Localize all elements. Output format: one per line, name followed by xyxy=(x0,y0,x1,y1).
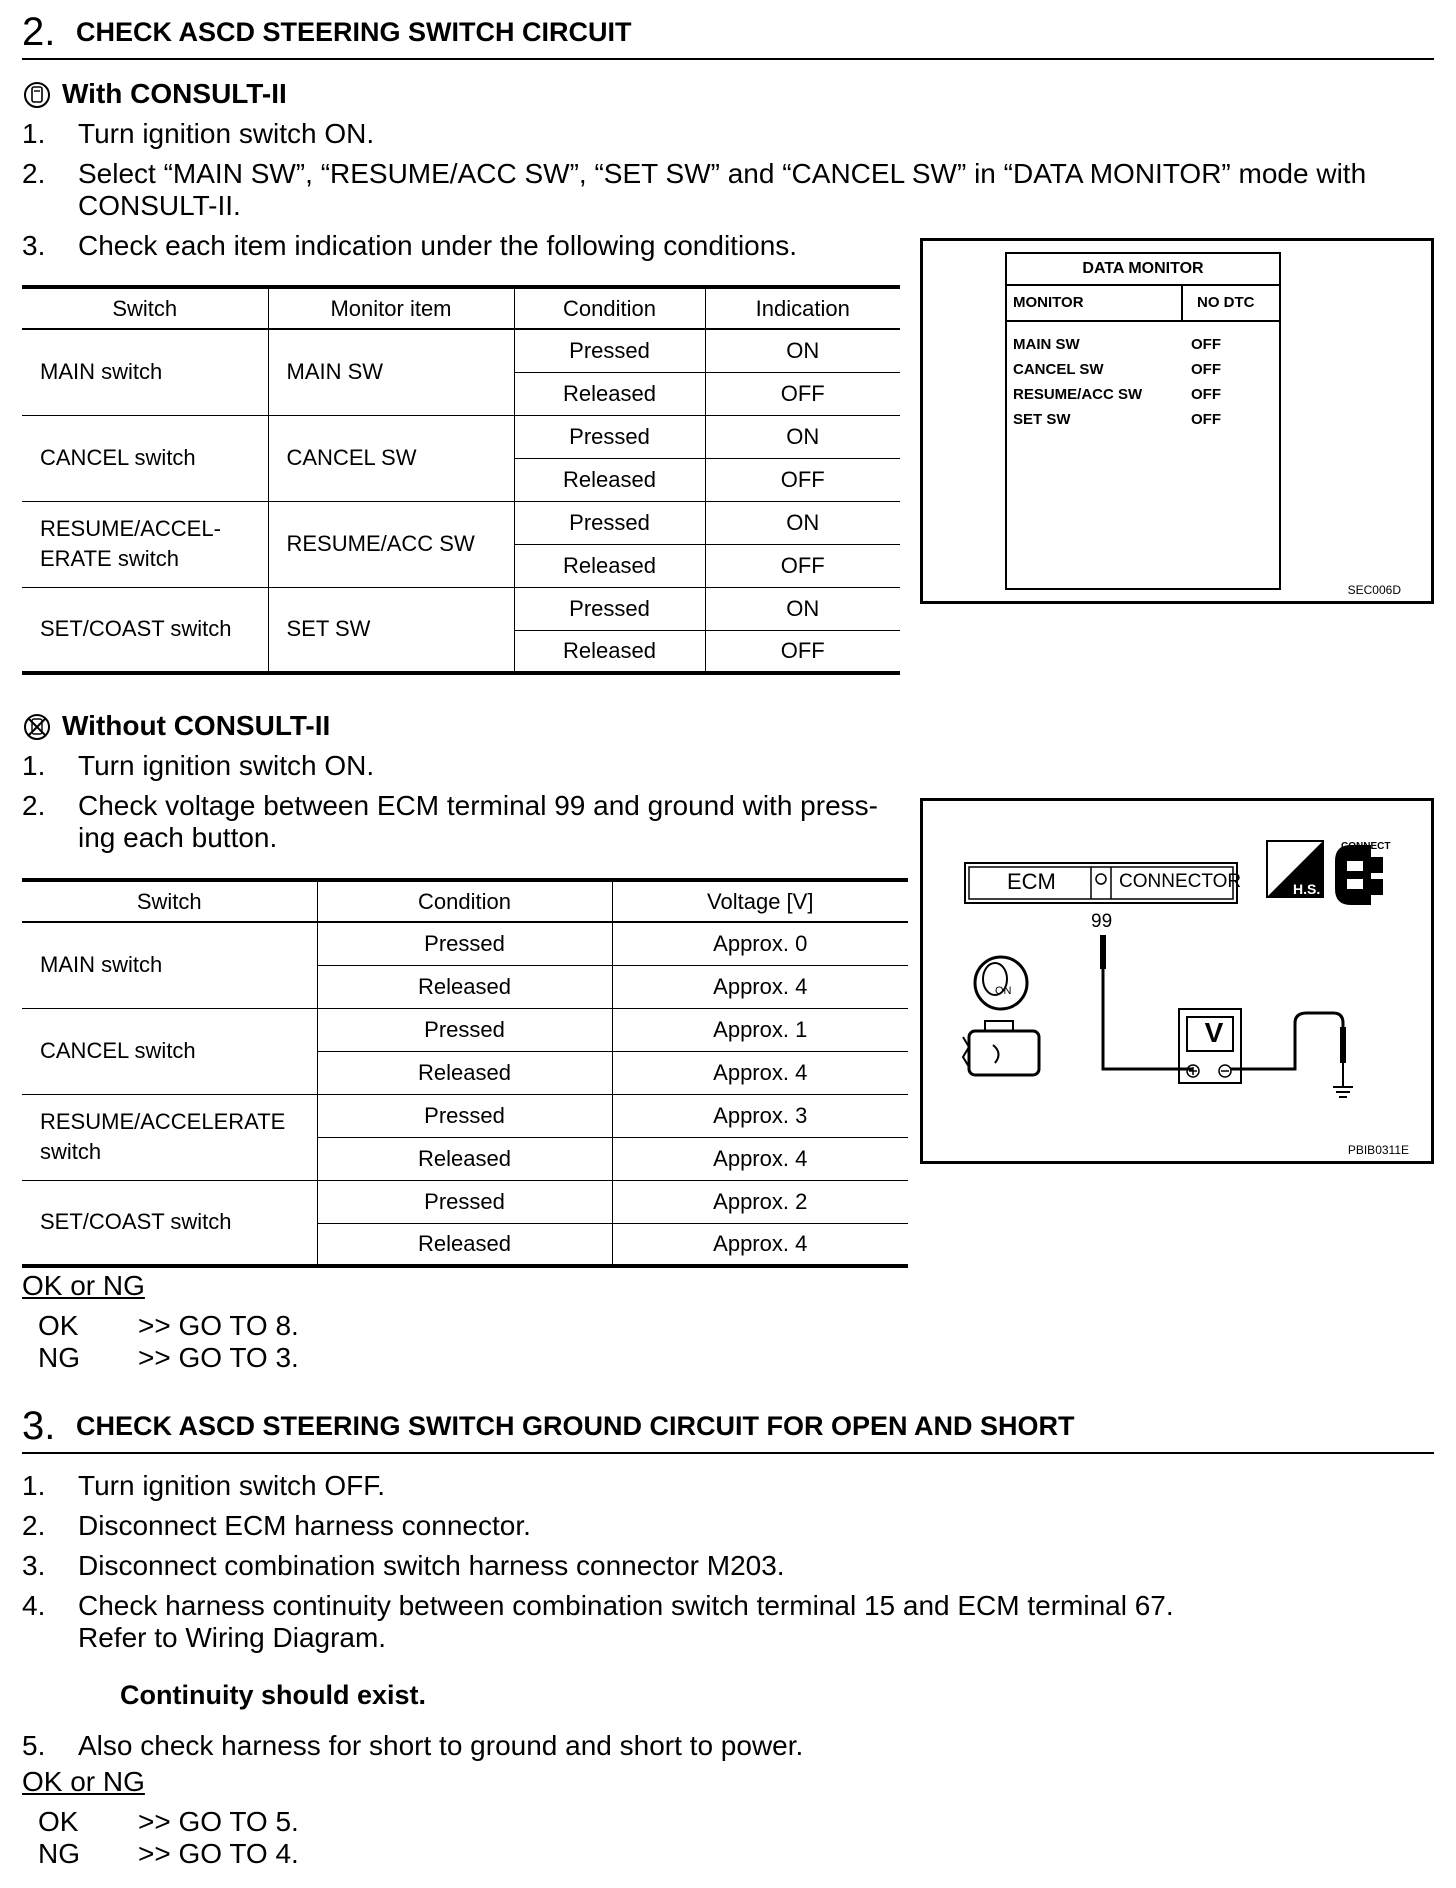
voltage-cell: Approx. 4 xyxy=(612,1137,908,1180)
condition-cell: Pressed xyxy=(514,501,705,544)
header-condition: Condition xyxy=(514,287,705,329)
condition-cell: Released xyxy=(514,458,705,501)
section-number: 2. xyxy=(22,10,56,54)
without-consult-label: Without CONSULT-II xyxy=(62,710,331,741)
voltage-cell: Approx. 3 xyxy=(612,1094,908,1137)
step-number: 2. xyxy=(22,158,46,189)
monitor-header xyxy=(1007,286,1279,322)
condition-cell: Released xyxy=(317,965,612,1008)
table-row xyxy=(22,501,900,544)
header-condition: Condition xyxy=(317,880,612,922)
monitor-item: MAIN SW OFF xyxy=(1013,336,1221,353)
monitor-col-label: MONITOR xyxy=(1013,294,1084,311)
step-text: Check harness continuity between combination switch terminal 15 and ECM terminal 67. xyxy=(78,1590,1174,1621)
step-number: 2. xyxy=(22,790,46,821)
step-number: 1. xyxy=(22,750,46,781)
condition-cell: Pressed xyxy=(317,922,612,965)
circuit-diagram xyxy=(923,801,1431,1161)
switch-line: switch xyxy=(40,1139,102,1164)
step-number: 1. xyxy=(22,1470,46,1501)
monitor-cell: RESUME/ACC SW xyxy=(268,501,514,587)
step-text: Disconnect ECM harness connector. xyxy=(78,1510,531,1541)
condition-cell: Pressed xyxy=(514,587,705,630)
monitor-items xyxy=(1013,332,1273,432)
switch-line: RESUME/ACCELERATE xyxy=(40,1109,286,1134)
step-text: CONSULT-II. xyxy=(78,190,241,221)
section-title: CHECK ASCD STEERING SWITCH CIRCUIT xyxy=(76,17,632,47)
header-indication: Indication xyxy=(705,287,900,329)
ok-action: >> GO TO 5. xyxy=(138,1806,299,1837)
monitor-cell: CANCEL SW xyxy=(268,415,514,501)
indication-cell: OFF xyxy=(705,458,900,501)
step-number: 1. xyxy=(22,118,46,149)
voltage-cell: Approx. 0 xyxy=(612,922,908,965)
voltage-cell: Approx. 1 xyxy=(612,1008,908,1051)
step-text: Disconnect combination switch harness connector M203. xyxy=(78,1550,785,1581)
section-number: 3. xyxy=(22,1404,56,1448)
voltage-cell: Approx. 2 xyxy=(612,1180,908,1223)
okng-label: OK or NG xyxy=(22,1270,145,1301)
step-number: 3. xyxy=(22,1550,46,1581)
condition-cell: Pressed xyxy=(317,1094,612,1137)
step-text: ing each button. xyxy=(78,822,278,853)
section-2-header xyxy=(22,4,1434,60)
data-monitor-figure xyxy=(920,238,1434,604)
ignition-on-label: ON xyxy=(995,985,1012,997)
step-number: 3. xyxy=(22,230,46,261)
ok-label: OK xyxy=(38,1806,79,1837)
table-row xyxy=(22,1094,908,1137)
wire-negative xyxy=(1231,1013,1343,1069)
indication-cell: OFF xyxy=(705,630,900,673)
consult-steps xyxy=(22,118,1442,261)
ok-label: OK xyxy=(38,1310,79,1341)
condition-cell: Released xyxy=(317,1137,612,1180)
table-row xyxy=(22,1008,908,1051)
step-number: 5. xyxy=(22,1730,46,1761)
table-row xyxy=(22,922,908,965)
condition-cell: Pressed xyxy=(514,329,705,372)
monitor-status: NO DTC xyxy=(1197,294,1255,311)
step-text: Check each item indication under the following conditions. xyxy=(78,230,798,261)
switch-cell: MAIN switch xyxy=(22,329,268,415)
table-row xyxy=(22,415,900,458)
monitor-item: CANCEL SW OFF xyxy=(1013,361,1221,378)
switch-cell: MAIN switch xyxy=(22,922,317,1008)
connect-label: CONNECT xyxy=(1341,841,1391,852)
indication-cell: OFF xyxy=(705,372,900,415)
section-3-header xyxy=(22,1394,1434,1454)
header-voltage: Voltage [V] xyxy=(612,880,908,922)
step-number: 2. xyxy=(22,1510,46,1541)
condition-cell: Released xyxy=(514,372,705,415)
header-switch: Switch xyxy=(22,880,317,922)
no-consult-steps xyxy=(22,750,902,860)
okng-label: OK or NG xyxy=(22,1766,145,1797)
ng-action: >> GO TO 3. xyxy=(138,1342,299,1373)
indication-cell: ON xyxy=(705,501,900,544)
engine-icon xyxy=(969,1031,1039,1075)
header-switch: Switch xyxy=(22,287,268,329)
condition-cell: Released xyxy=(317,1223,612,1266)
ecm-label: ECM xyxy=(1007,869,1056,894)
condition-cell: Pressed xyxy=(317,1180,612,1223)
monitor-item: RESUME/ACC SW OFF xyxy=(1013,386,1221,403)
condition-cell: Released xyxy=(317,1051,612,1094)
continuity-note: Continuity should exist. xyxy=(120,1680,427,1710)
condition-cell: Pressed xyxy=(514,415,705,458)
switch-cell xyxy=(22,1094,317,1180)
indication-cell: ON xyxy=(705,587,900,630)
voltage-check-figure xyxy=(920,798,1434,1164)
step-text: Select “MAIN SW”, “RESUME/ACC SW”, “SET SW” and “CANCEL SW” in “DATA MONITOR” mode with xyxy=(78,158,1367,189)
ng-label: NG xyxy=(38,1838,80,1869)
step-text: Turn ignition switch ON. xyxy=(78,118,375,149)
indication-cell: ON xyxy=(705,329,900,372)
monitor-cell: SET SW xyxy=(268,587,514,673)
step-number: 4. xyxy=(22,1590,46,1621)
section-3-step-5 xyxy=(22,1730,1442,1764)
switch-cell: SET/COAST switch xyxy=(40,1209,232,1235)
step-text: Turn ignition switch OFF. xyxy=(78,1470,386,1501)
figure-code: PBIB0311E xyxy=(1347,1143,1409,1157)
indication-cell: OFF xyxy=(705,544,900,587)
section-2-okng xyxy=(22,1270,422,1382)
hs-label: H.S. xyxy=(1293,881,1321,897)
step-text: Refer to Wiring Diagram. xyxy=(78,1622,387,1653)
condition-cell: Released xyxy=(514,630,705,673)
consult-icon xyxy=(22,80,52,110)
monitor-cell: MAIN SW xyxy=(268,329,514,415)
voltmeter-label: V xyxy=(1204,1017,1224,1048)
voltage-cell: Approx. 4 xyxy=(612,965,908,1008)
voltage-table xyxy=(22,878,908,1268)
ng-action: >> GO TO 4. xyxy=(138,1838,299,1869)
section-title: CHECK ASCD STEERING SWITCH GROUND CIRCUIT FOR OPEN AND SHORT xyxy=(76,1411,1075,1441)
switch-cell: SET/COAST switch xyxy=(40,616,232,642)
section-3-okng xyxy=(22,1766,422,1878)
voltage-cell: Approx. 4 xyxy=(612,1223,908,1266)
table-row xyxy=(22,329,900,372)
condition-cell: Released xyxy=(514,544,705,587)
switch-cell: CANCEL switch xyxy=(22,1008,317,1094)
monitor-title: DATA MONITOR xyxy=(1007,254,1279,286)
switch-cell xyxy=(22,501,268,587)
table-row xyxy=(22,587,900,630)
figure-code: SEC006D xyxy=(1347,583,1401,597)
ok-action: >> GO TO 8. xyxy=(138,1310,299,1341)
condition-cell: Pressed xyxy=(317,1008,612,1051)
header-monitor: Monitor item xyxy=(268,287,514,329)
step-text: Also check harness for short to ground and short to power. xyxy=(78,1730,804,1761)
section-3-steps xyxy=(22,1470,1442,1660)
step-text: Turn ignition switch ON. xyxy=(78,750,375,781)
switch-line: RESUME/ACCEL- xyxy=(40,516,221,541)
divider xyxy=(1181,286,1183,320)
ng-label: NG xyxy=(38,1342,80,1373)
connector-label: CONNECTOR xyxy=(1119,871,1242,892)
table-row xyxy=(22,1180,908,1223)
terminal-label: 99 xyxy=(1091,911,1113,932)
indication-cell: ON xyxy=(705,415,900,458)
data-monitor-screen xyxy=(1005,252,1281,590)
no-consult-icon xyxy=(22,712,52,742)
switch-line: ERATE switch xyxy=(40,546,179,571)
voltage-cell: Approx. 4 xyxy=(612,1051,908,1094)
monitor-item: SET SW OFF xyxy=(1013,411,1221,428)
with-consult-label: With CONSULT-II xyxy=(62,78,287,109)
step-text: Check voltage between ECM terminal 99 and ground with press- xyxy=(78,790,878,821)
data-monitor-table xyxy=(22,285,900,675)
switch-cell: CANCEL switch xyxy=(22,415,268,501)
